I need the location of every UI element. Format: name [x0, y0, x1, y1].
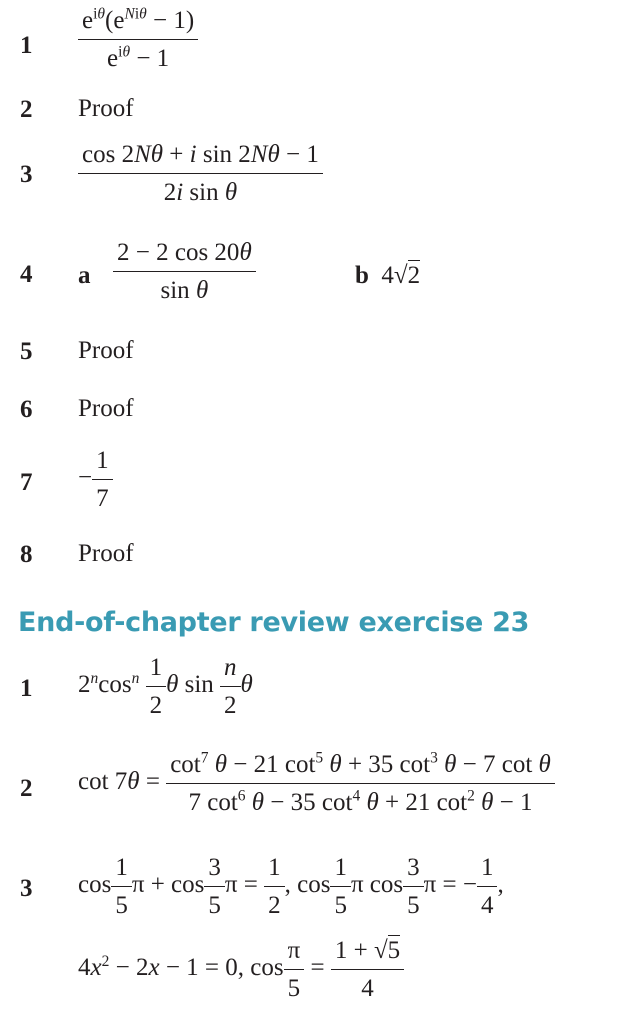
fraction: $\frac{\cot^7 \theta - 21 \cot^5 \theta + 35 \cot^3 \theta - 7 \cot \theta}{7 \cot^6 \theta - 35 \cot^4 \theta + 21 \cot^2 \theta - 1}$ [166, 752, 555, 815]
answer-2: Proof [78, 95, 134, 122]
answer-7: − $\frac{1}{7}$ [78, 448, 113, 511]
item-number: 3 [20, 875, 33, 902]
fraction: $\frac{3}{5}$ [403, 855, 424, 918]
answer-8: Proof [78, 540, 134, 567]
answer-4b: b 4√2 [355, 262, 421, 289]
fraction: $\frac{e^{i\theta}(e^{Ni\theta} - 1)}{e^{i\theta} - 1}$ [78, 8, 198, 71]
review-answer-3-line2: $4x^2 - 2x - 1 = 0$, cos $\frac{\pi}{5}$ = $\frac{1 + √5}{4}$ [78, 938, 404, 1001]
fraction: $\frac{n}{2}$ [220, 655, 241, 718]
answer-3 [78, 142, 323, 205]
fraction: $\frac{1}{5}$ [111, 855, 132, 918]
item-number: 1 [20, 32, 33, 59]
fraction: $\frac{\text{cos 2Nθ + i sin 2Nθ − 1}}{\text{2i sin θ}}$ [78, 142, 323, 205]
item-number: 4 [20, 261, 33, 288]
section-heading: End-of-chapter review exercise 23 [18, 607, 530, 638]
item-number: 2 [20, 96, 33, 123]
fraction: $\frac{1}{5}$ [330, 855, 351, 918]
item-number: 2 [20, 775, 33, 802]
fraction: $\frac{2 - 2 \cos 20\theta}{\text{sin θ}}$ [113, 240, 256, 303]
part-a-label: a [78, 262, 91, 289]
fraction: $\frac{1}{2}$ [146, 655, 167, 718]
answer-5: Proof [78, 337, 134, 364]
fraction: $\frac{1}{4}$ [477, 855, 498, 918]
item-number: 1 [20, 675, 33, 702]
item-number: 6 [20, 396, 33, 423]
answer-4a [113, 240, 256, 303]
fraction: $\frac{1}{7}$ [92, 448, 113, 511]
item-number: 3 [20, 161, 33, 188]
item-number: 7 [20, 469, 33, 496]
review-answer-2: cot 7θ = $\frac{\cot^7 \theta - 21 \cot^5 \theta + 35 \cot^3 \theta - 7 \cot \theta}{7 \cot^6 \theta - 35 \cot^4 \theta + 21 \cot^2 \theta - 1}$ [78, 752, 555, 815]
fraction: $\frac{1}{2}$ [264, 855, 285, 918]
item-number: 5 [20, 338, 33, 365]
fraction: $\frac{\pi}{5}$ [284, 938, 305, 1001]
fraction: $\frac{1 + √5}{4}$ [331, 938, 404, 1001]
item-number: 8 [20, 541, 33, 568]
review-answer-3-line1: cos $\frac{1}{5}$ π + cos $\frac{3}{5}$ π = $\frac{1}{2}$ , cos $\frac{1}{5}$ π cos $\frac{3}{5}$ π = − $\frac{1}{4}$ , [78, 854, 504, 919]
review-answer-1: $2^n\cos^n$ $\frac{1}{2}$ θ sin $\frac{n}{2}$ θ [78, 654, 253, 719]
answer-6: Proof [78, 395, 134, 422]
fraction: $\frac{3}{5}$ [204, 855, 225, 918]
answer-1 [78, 5, 198, 72]
